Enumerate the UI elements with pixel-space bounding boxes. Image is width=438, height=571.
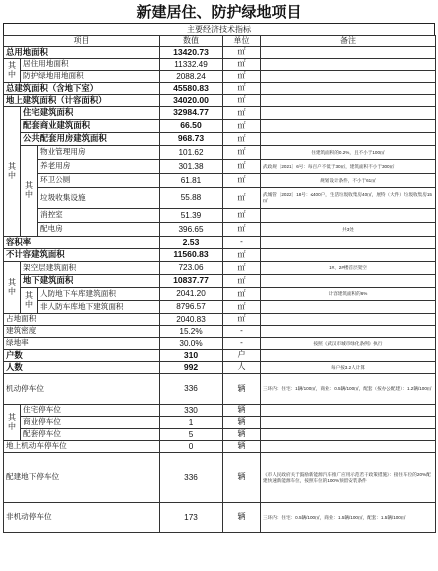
row-label: 配套商业建筑面积 — [21, 120, 160, 133]
header-value: 数值 — [160, 36, 223, 47]
row-value: 1 — [160, 417, 223, 429]
table-row — [4, 160, 436, 174]
row-note — [261, 350, 436, 362]
row-note — [261, 405, 436, 417]
row-unit: - — [223, 326, 261, 338]
table-row — [4, 405, 436, 417]
qizhong-label: 其中 — [21, 288, 38, 314]
row-unit: ㎡ — [223, 133, 261, 146]
row-label: 总建筑面积（含地下室） — [4, 83, 160, 95]
table-row — [4, 174, 436, 188]
row-value: 336 — [160, 374, 223, 405]
row-note — [261, 71, 436, 83]
row-note — [261, 59, 436, 71]
row-value: 2088.24 — [160, 71, 223, 83]
row-label: 地上建筑面积（计容面积） — [4, 95, 160, 107]
row-unit: 辆 — [223, 453, 261, 503]
row-label: 机动停车位 — [4, 374, 160, 405]
row-unit: ㎡ — [223, 120, 261, 133]
table-row — [4, 107, 436, 120]
row-value: 330 — [160, 405, 223, 417]
table-row — [4, 209, 436, 223]
table-row — [4, 503, 436, 533]
table-row — [4, 350, 436, 362]
row-value: 55.88 — [160, 188, 223, 209]
row-value: 173 — [160, 503, 223, 533]
row-label: 地下建筑面积 — [21, 275, 160, 288]
row-value: 396.65 — [160, 223, 223, 237]
row-value: 101.62 — [160, 146, 223, 160]
row-note: 计容建筑面积的6% — [261, 288, 436, 301]
row-unit: ㎡ — [223, 188, 261, 209]
row-unit: ㎡ — [223, 160, 261, 174]
row-note — [261, 133, 436, 146]
row-value: 992 — [160, 362, 223, 374]
row-unit: ㎡ — [223, 95, 261, 107]
row-label: 绿地率 — [4, 338, 160, 350]
row-value: 5 — [160, 429, 223, 441]
row-note: 1#、2#楼首层架空 — [261, 262, 436, 275]
row-note — [261, 47, 436, 59]
row-unit: ㎡ — [223, 146, 261, 160]
row-unit: ㎡ — [223, 223, 261, 237]
indicator-table — [3, 35, 436, 533]
row-unit: ㎡ — [223, 275, 261, 288]
row-unit: ㎡ — [223, 288, 261, 301]
table-row — [4, 47, 436, 59]
table-row — [4, 441, 436, 453]
row-label: 不计容建筑面积 — [4, 249, 160, 262]
qizhong-label: 其中 — [21, 146, 38, 237]
row-note — [261, 83, 436, 95]
row-unit: ㎡ — [223, 71, 261, 83]
row-value: 336 — [160, 453, 223, 503]
qizhong-label: 其中 — [4, 262, 21, 314]
row-note — [261, 209, 436, 223]
table-row — [4, 326, 436, 338]
row-note — [261, 441, 436, 453]
row-label: 总用地面积 — [4, 47, 160, 59]
table-row — [4, 288, 436, 301]
table-row — [4, 453, 436, 503]
row-value: 301.38 — [160, 160, 223, 174]
row-value: 15.2% — [160, 326, 223, 338]
row-unit: 辆 — [223, 441, 261, 453]
table-row — [4, 188, 436, 209]
row-label: 居住用地面积 — [21, 59, 160, 71]
row-label: 非人防车库地下建筑面积 — [38, 301, 160, 314]
row-label: 占地面积 — [4, 314, 160, 326]
row-note: 共3处 — [261, 223, 436, 237]
row-value: 10837.77 — [160, 275, 223, 288]
row-value: 8796.57 — [160, 301, 223, 314]
row-note: 规划设计条件，不小于61㎡ — [261, 174, 436, 188]
row-unit: ㎡ — [223, 59, 261, 71]
table-row — [4, 301, 436, 314]
row-label: 配电房 — [38, 223, 160, 237]
row-label: 商业停车位 — [21, 417, 160, 429]
row-label: 垃圾收集设施 — [38, 188, 160, 209]
row-unit: ㎡ — [223, 209, 261, 223]
table-row — [4, 417, 436, 429]
row-note: 武城管〔2022〕18号：≤400户，生活垃圾收集房40㎡，展特（大件）垃圾收集房15㎡ — [261, 188, 436, 209]
row-value: 968.73 — [160, 133, 223, 146]
row-value: 723.06 — [160, 262, 223, 275]
row-label: 住宅建筑面积 — [21, 107, 160, 120]
row-value: 13420.73 — [160, 47, 223, 59]
row-label: 地上机动车停车位 — [4, 441, 160, 453]
row-label: 非机动停车位 — [4, 503, 160, 533]
row-value: 0 — [160, 441, 223, 453]
qizhong-label: 其中 — [4, 405, 21, 441]
row-value: 11332.49 — [160, 59, 223, 71]
row-unit: - — [223, 237, 261, 249]
row-unit: ㎡ — [223, 83, 261, 95]
row-unit: 户 — [223, 350, 261, 362]
row-label: 防护绿地用地面积 — [21, 71, 160, 83]
row-note: 住建筑面积的0.2%，且不小于100㎡ — [261, 146, 436, 160]
row-label: 配建地下停车位 — [4, 453, 160, 503]
row-unit: ㎡ — [223, 314, 261, 326]
row-unit: 辆 — [223, 503, 261, 533]
row-unit: ㎡ — [223, 301, 261, 314]
row-note — [261, 326, 436, 338]
row-note — [261, 275, 436, 288]
row-unit: 辆 — [223, 405, 261, 417]
table-row — [4, 120, 436, 133]
row-note — [261, 301, 436, 314]
row-label: 住宅停车位 — [21, 405, 160, 417]
table-row — [4, 249, 436, 262]
row-value: 34020.00 — [160, 95, 223, 107]
row-label: 环卫公厕 — [38, 174, 160, 188]
row-note: 每户按3.2人计算 — [261, 362, 436, 374]
row-value: 2040.83 — [160, 314, 223, 326]
row-unit: 辆 — [223, 429, 261, 441]
row-unit: 辆 — [223, 374, 261, 405]
row-note — [261, 107, 436, 120]
header-note: 备注 — [261, 36, 436, 47]
row-label: 户数 — [4, 350, 160, 362]
table-row — [4, 146, 436, 160]
qizhong-label: 其中 — [4, 107, 21, 237]
row-note — [261, 95, 436, 107]
row-note — [261, 120, 436, 133]
row-note — [261, 417, 436, 429]
table-row — [4, 429, 436, 441]
row-note — [261, 249, 436, 262]
row-unit: 人 — [223, 362, 261, 374]
row-label: 架空层建筑面积 — [21, 262, 160, 275]
table-row — [4, 133, 436, 146]
table-row — [4, 71, 436, 83]
row-value: 11560.83 — [160, 249, 223, 262]
row-unit: ㎡ — [223, 107, 261, 120]
table-row — [4, 314, 436, 326]
row-unit: ㎡ — [223, 47, 261, 59]
row-label: 建筑密度 — [4, 326, 160, 338]
row-value: 45580.83 — [160, 83, 223, 95]
row-label: 配套停车位 — [21, 429, 160, 441]
table-row — [4, 362, 436, 374]
table-row — [4, 95, 436, 107]
row-value: 2.53 — [160, 237, 223, 249]
row-label: 容积率 — [4, 237, 160, 249]
row-label: 物业管理用房 — [38, 146, 160, 160]
row-value: 310 — [160, 350, 223, 362]
header-item: 项目 — [4, 36, 160, 47]
row-label: 消控室 — [38, 209, 160, 223]
qizhong-label: 其中 — [4, 59, 21, 83]
row-unit: ㎡ — [223, 174, 261, 188]
row-value: 51.39 — [160, 209, 223, 223]
table-row — [4, 374, 436, 405]
row-label: 养老用房 — [38, 160, 160, 174]
table-row — [4, 275, 436, 288]
row-note — [261, 237, 436, 249]
row-unit: ㎡ — [223, 249, 261, 262]
row-unit: 辆 — [223, 417, 261, 429]
row-value: 66.50 — [160, 120, 223, 133]
row-note: 武政规〔2021〕6号：每百户不低于30㎡，建筑面积不小于300㎡ — [261, 160, 436, 174]
row-note: 《市人民政府关于鼓励新能源汽车推广应用示范若干政策措施》：接住车位的20%配建快速新能源车位，按照车位的100%预留安装条件 — [261, 453, 436, 503]
row-label: 人防地下车库建筑面积 — [38, 288, 160, 301]
table-row — [4, 83, 436, 95]
page-subtitle: 主要经济技术指标 — [3, 23, 435, 35]
table-row — [4, 223, 436, 237]
row-unit: - — [223, 338, 261, 350]
table-row — [4, 338, 436, 350]
row-note: 三环内：住宅：0.5辆/100㎡，商业：1.5辆/100㎡，配套：1.5辆/100㎡ — [261, 503, 436, 533]
table-row — [4, 237, 436, 249]
page-title: 新建居住、防护绿地项目 — [136, 4, 302, 21]
table-row — [4, 262, 436, 275]
row-value: 61.81 — [160, 174, 223, 188]
row-note — [261, 314, 436, 326]
header-unit: 单位 — [223, 36, 261, 47]
table-header-row — [4, 36, 436, 47]
row-value: 2041.20 — [160, 288, 223, 301]
row-note: 按照《武汉市城市绿化条例》执行 — [261, 338, 436, 350]
row-value: 32984.77 — [160, 107, 223, 120]
row-note — [261, 429, 436, 441]
row-label: 人数 — [4, 362, 160, 374]
row-value: 30.0% — [160, 338, 223, 350]
row-unit: ㎡ — [223, 262, 261, 275]
row-note: 三环内：住宅：1辆/100㎡，商业：0.5辆/100㎡，配套（按办公配建）：1.2辆/100㎡ — [261, 374, 436, 405]
row-label: 公共配套用房建筑面积 — [21, 133, 160, 146]
table-row — [4, 59, 436, 71]
